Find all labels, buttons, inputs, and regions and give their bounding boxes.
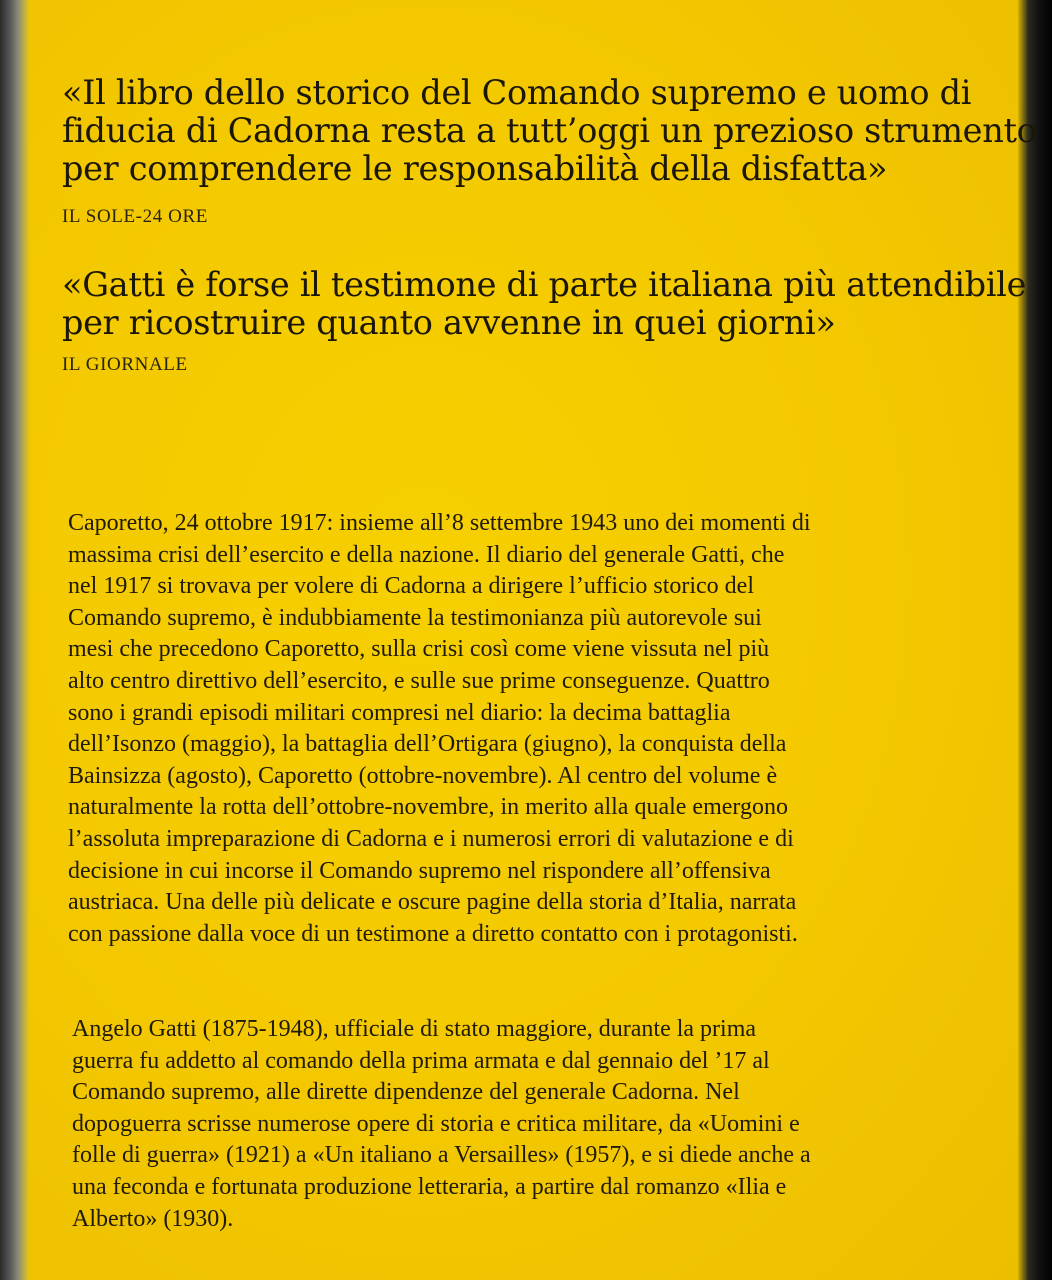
description-line: Caporetto, 24 ottobre 1917: insieme all’8 settembre 1943 uno dei momenti di xyxy=(68,510,811,536)
bio-line: guerra fu addetto al comando della prima armata e dal gennaio del ’17 al xyxy=(72,1047,770,1074)
description-line: nel 1917 si trovava per volere di Cadorna a dirigere l’ufficio storico del xyxy=(68,573,754,600)
description-line: sono i grandi episodi militari compresi nel diario: la decima battaglia xyxy=(68,699,731,726)
bio-line: dopoguerra scrisse numerose opere di storia e critica militare, da «Uomini e xyxy=(72,1110,800,1137)
description-line: decisione in cui incorse il Comando supremo nel rispondere all’offensiva xyxy=(68,857,771,884)
quote-line: fiducia di Cadorna resta a tutt’oggi un prezioso strumento xyxy=(62,111,1037,150)
description-line: l’assoluta impreparazione di Cadorna e i numerosi errori di valutazione e di xyxy=(68,825,794,852)
description-line: dell’Isonzo (maggio), la battaglia dell’Ortigara (giugno), la conquista della xyxy=(68,731,787,758)
quote-source-1: IL SOLE-24 ORE xyxy=(62,206,208,227)
bio-line: una feconda e fortunata produzione letteraria, a partire dal romanzo «Ilia e xyxy=(72,1173,787,1200)
bio-line: folle di guerra» (1921) a «Un italiano a Versailles» (1957), e si diede anche a xyxy=(72,1142,811,1169)
review-quote-2 xyxy=(62,266,1026,342)
bio-line: Angelo Gatti (1875-1948), ufficiale di stato maggiore, durante la prima xyxy=(72,1016,757,1042)
quote-line: «Il libro dello storico del Comando supremo e uomo di xyxy=(62,73,972,112)
description-line: Bainsizza (agosto), Caporetto (ottobre-novembre). Al centro del volume è xyxy=(68,762,778,789)
quote-line: per ricostruire quanto avvenne in quei giorni» xyxy=(62,303,836,342)
page-edge-shadow xyxy=(1018,0,1052,1280)
quote-line: «Gatti è forse il testimone di parte italiana più attendibile xyxy=(62,265,1027,304)
description-line: austriaca. Una delle più delicate e oscure pagine della storia d’Italia, narrata xyxy=(68,889,797,916)
bio-line: Alberto» (1930). xyxy=(72,1205,234,1232)
bio-line: Comando supremo, alle dirette dipendenze del generale Cadorna. Nel xyxy=(72,1079,740,1106)
description-line: massima crisi dell’esercito e della nazione. Il diario del generale Gatti, che xyxy=(68,541,785,568)
review-quote-1 xyxy=(62,74,1037,188)
quote-source-2: IL GIORNALE xyxy=(62,354,188,375)
description-line: Comando supremo, è indubbiamente la testimonianza più autorevole sui xyxy=(68,604,762,631)
description-line: mesi che precedono Caporetto, sulla crisi così come viene vissuta nel più xyxy=(68,636,770,663)
description-line: naturalmente la rotta dell’ottobre-novembre, in merito alla quale emergono xyxy=(68,794,788,821)
quote-line: per comprendere le responsabilità della disfatta» xyxy=(62,149,888,188)
author-biography xyxy=(72,1014,811,1235)
description-line: con passione dalla voce di un testimone a diretto contatto con i protagonisti. xyxy=(68,920,798,947)
book-description xyxy=(68,508,811,950)
book-spine-edge xyxy=(0,0,30,1280)
description-line: alto centro direttivo dell’esercito, e sulle sue prime conseguenze. Quattro xyxy=(68,667,770,694)
